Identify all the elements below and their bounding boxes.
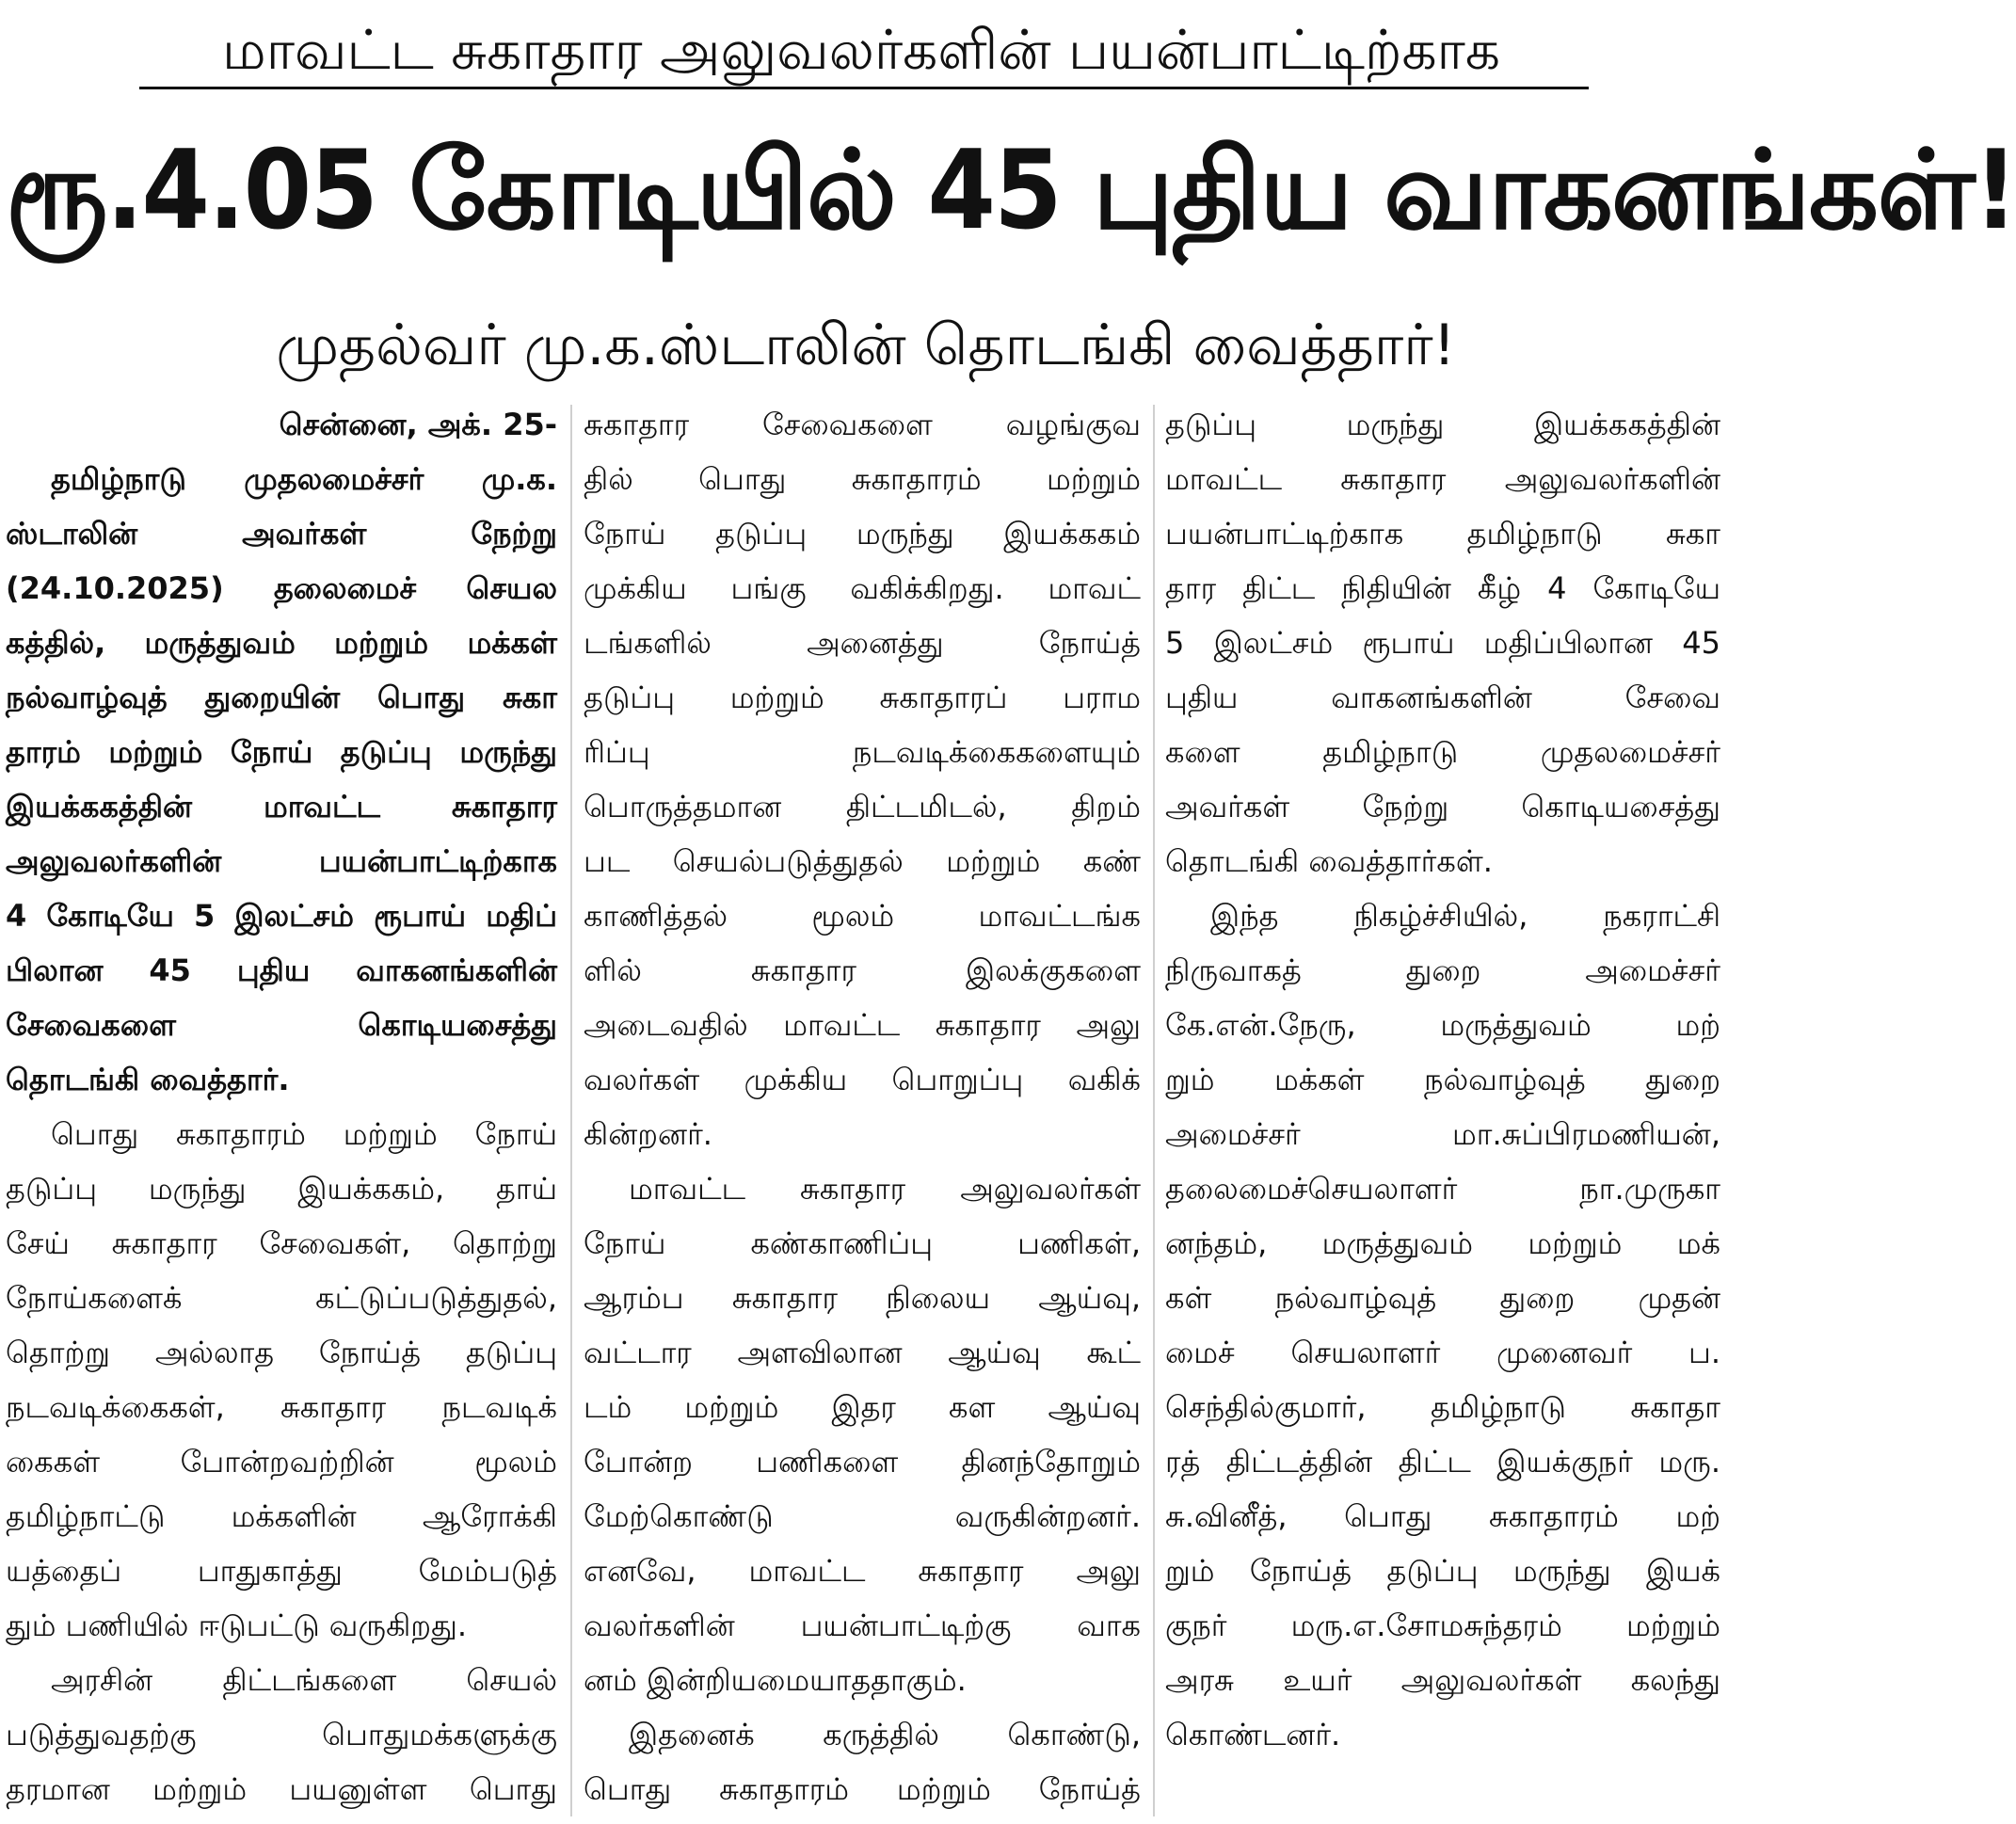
text-line: நோய் கண்காணிப்பு பணிகள், (584, 1225, 1141, 1261)
text-line: கொண்டனர். (1165, 1717, 1341, 1752)
text-line: சேய் சுகாதார சேவைகள், தொற்று (6, 1225, 557, 1261)
text-line: தரமான மற்றும் பயனுள்ள பொது (6, 1771, 557, 1807)
text-line: நிருவாகத் துறை அமைச்சர் (1165, 952, 1720, 988)
text-line: சேவைகளை கொடியசைத்து (6, 1007, 557, 1043)
column-divider (570, 405, 572, 1816)
text-line: பொருத்தமான திட்டமிடல், திறம் (584, 789, 1141, 824)
text-line: தடுப்பு மருந்து இயக்ககம், தாய் (6, 1171, 557, 1207)
text-line: தடுப்பு மற்றும் சுகாதாரப் பராம (584, 680, 1141, 715)
text-line: பயன்பாட்டிற்காக தமிழ்நாடு சுகா (1165, 516, 1720, 552)
text-line: நோய்களைக் கட்டுப்படுத்துதல், (6, 1280, 557, 1316)
text-line: தலைமைச்செயலாளர் நா.முருகா (1165, 1171, 1720, 1207)
text-line: டம் மற்றும் இதர கள ஆய்வு (584, 1389, 1141, 1425)
text-line: இயக்ககத்தின் மாவட்ட சுகாதார (6, 789, 557, 824)
text-line: இதனைக் கருத்தில் கொண்டு, (629, 1717, 1141, 1752)
article-column-1 (6, 397, 557, 1816)
text-line: டங்களில் அனைத்து நோய்த் (584, 625, 1141, 661)
text-line: பிலான 45 புதிய வாகனங்களின் (6, 952, 557, 988)
text-line: முக்கிய பங்கு வகிக்கிறது. மாவட் (584, 570, 1141, 606)
text-line: யத்தைப் பாதுகாத்து மேம்படுத் (6, 1553, 557, 1589)
text-line: அலுவலர்களின் பயன்பாட்டிற்காக (6, 843, 557, 879)
article-column-2 (584, 397, 1141, 1816)
text-line: படுத்துவதற்கு பொதுமக்களுக்கு (6, 1717, 557, 1752)
text-line: வலர்களின் பயன்பாட்டிற்கு வாக (584, 1608, 1141, 1643)
text-line: னந்தம், மருத்துவம் மற்றும் மக் (1165, 1225, 1720, 1261)
text-line: கத்தில், மருத்துவம் மற்றும் மக்கள் (6, 625, 557, 661)
text-line: போன்ற பணிகளை தினந்தோறும் (584, 1444, 1141, 1480)
text-line: கின்றனர். (584, 1116, 712, 1152)
text-line: பொது சுகாதாரம் மற்றும் நோய்த் (584, 1771, 1141, 1807)
text-line: தாரம் மற்றும் நோய் தடுப்பு மருந்து (6, 734, 557, 770)
text-line: அரசின் திட்டங்களை செயல் (51, 1662, 557, 1698)
text-line: தில் பொது சுகாதாரம் மற்றும் (584, 461, 1141, 497)
text-line: ளில் சுகாதார இலக்குகளை (584, 952, 1141, 988)
text-line: தொடங்கி வைத்தார்கள். (1165, 843, 1493, 879)
text-line: தொடங்கி வைத்தார். (6, 1062, 290, 1097)
text-line: சுகாதார சேவைகளை வழங்குவ (584, 407, 1141, 442)
text-line: அமைச்சர் மா.சுப்பிரமணியன், (1165, 1116, 1720, 1152)
text-line: மைச் செயலாளர் முனைவர் ப. (1165, 1335, 1720, 1370)
text-line: குநர் மரு.எ.சோமசுந்தரம் மற்றும் (1165, 1608, 1720, 1643)
text-line: தமிழ்நாட்டு மக்களின் ஆரோக்கி (6, 1498, 557, 1534)
text-line: ஆரம்ப சுகாதார நிலைய ஆய்வு, (584, 1280, 1141, 1316)
text-line: ரத் திட்டத்தின் திட்ட இயக்குநர் மரு. (1165, 1444, 1720, 1480)
kicker-headline: மாவட்ட சுகாதார அலுவலர்களின் பயன்பாட்டிற்காக (222, 18, 1500, 82)
text-line: ரிப்பு நடவடிக்கைகளையும் (584, 734, 1141, 770)
text-line: அரசு உயர் அலுவலர்கள் கலந்து (1165, 1662, 1720, 1698)
text-line: றும் மக்கள் நல்வாழ்வுத் துறை (1165, 1062, 1720, 1097)
text-line: ஸ்டாலின் அவர்கள் நேற்று (6, 516, 557, 552)
text-line: செந்தில்குமார், தமிழ்நாடு சுகாதா (1165, 1389, 1720, 1425)
text-line: கைகள் போன்றவற்றின் மூலம் (6, 1444, 557, 1480)
text-line: தார திட்ட நிதியின் கீழ் 4 கோடியே (1165, 570, 1720, 606)
dateline: சென்னை, அக். 25- (279, 407, 557, 442)
text-line: 4 கோடியே 5 இலட்சம் ரூபாய் மதிப் (6, 898, 557, 934)
text-line: பொது சுகாதாரம் மற்றும் நோய் (51, 1116, 557, 1152)
sub-headline: முதல்வர் மு.க.ஸ்டாலின் தொடங்கி வைத்தார்! (276, 312, 1456, 378)
text-line: காணித்தல் மூலம் மாவட்டங்க (584, 898, 1141, 934)
text-line: அவர்கள் நேற்று கொடியசைத்து (1165, 789, 1720, 824)
text-line: னம் இன்றியமையாததாகும். (584, 1662, 967, 1698)
text-line: நல்வாழ்வுத் துறையின் பொது சுகா (6, 680, 557, 715)
text-line: நடவடிக்கைகள், சுகாதார நடவடிக் (6, 1389, 557, 1425)
text-line: (24.10.2025) தலைமைச் செயல (6, 570, 557, 606)
text-line: றும் நோய்த் தடுப்பு மருந்து இயக் (1165, 1553, 1720, 1589)
text-line: சு.வினீத், பொது சுகாதாரம் மற் (1165, 1498, 1720, 1534)
text-line: கள் நல்வாழ்வுத் துறை முதன் (1165, 1280, 1720, 1316)
text-line: தொற்று அல்லாத நோய்த் தடுப்பு (6, 1335, 557, 1370)
text-line: நோய் தடுப்பு மருந்து இயக்ககம் (584, 516, 1141, 552)
text-line: களை தமிழ்நாடு முதலமைச்சர் (1165, 734, 1720, 770)
text-line: எனவே, மாவட்ட சுகாதார அலு (584, 1553, 1141, 1589)
text-line: வலர்கள் முக்கிய பொறுப்பு வகிக் (584, 1062, 1141, 1097)
text-line: தமிழ்நாடு முதலமைச்சர் மு.க. (51, 461, 557, 497)
text-line: இந்த நிகழ்ச்சியில், நகராட்சி (1210, 898, 1720, 934)
text-line: வட்டார அளவிலான ஆய்வு கூட் (584, 1335, 1141, 1370)
text-line: மாவட்ட சுகாதார அலுவலர்கள் (629, 1171, 1141, 1207)
column-divider (1153, 405, 1155, 1816)
text-line: தடுப்பு மருந்து இயக்ககத்தின் (1165, 407, 1720, 442)
text-line: பட செயல்படுத்துதல் மற்றும் கண் (584, 843, 1141, 879)
text-line: புதிய வாகனங்களின் சேவை (1165, 680, 1720, 715)
text-line: மாவட்ட சுகாதார அலுவலர்களின் (1165, 461, 1720, 497)
text-line: அடைவதில் மாவட்ட சுகாதார அலு (584, 1007, 1141, 1043)
text-line: மேற்கொண்டு வருகின்றனர். (584, 1498, 1141, 1534)
article-column-3 (1165, 397, 1720, 1762)
text-line: கே.என்.நேரு, மருத்துவம் மற் (1165, 1007, 1720, 1043)
text-line: 5 இலட்சம் ரூபாய் மதிப்பிலான 45 (1165, 625, 1720, 661)
text-line: தும் பணியில் ஈடுபட்டு வருகிறது. (6, 1608, 467, 1643)
kicker-divider (139, 87, 1589, 89)
main-headline: ரூ.4.05 கோடியில் 45 புதிய வாகனங்கள்! (6, 127, 2016, 254)
